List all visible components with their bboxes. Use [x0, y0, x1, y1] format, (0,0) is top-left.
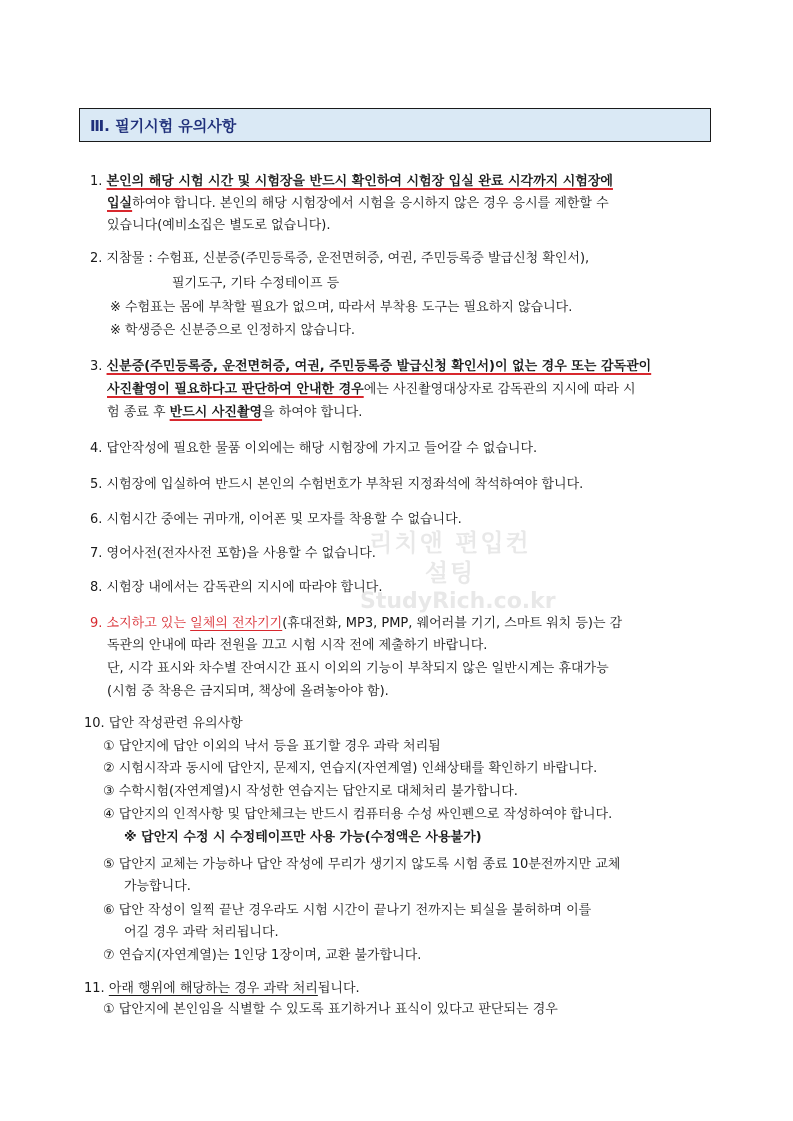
section-header: [79, 108, 711, 142]
item-3-emphasis-2: 사진촬영이 필요하다고 판단하여 안내한 경우: [107, 382, 364, 397]
item-7: 7. 영어사전(전자사전 포함)을 사용할 수 없습니다.: [90, 546, 376, 561]
item-1-emphasis: 본인의 해당 시험 시간 및 시험장을 반드시 확인하여 시험장 입실 완료 시각까지 시험장에: [106, 174, 613, 189]
item-3-line-3: 험 종료 후 반드시 사진촬영을 하여야 합니다.: [107, 405, 363, 420]
item-5: 5. 시험장에 입실하여 반드시 본인의 수험번호가 부착된 지정좌석에 착석하여야 합니다.: [90, 477, 584, 492]
item-10-sub-2: ② 시험시작과 동시에 답안지, 문제지, 연습지(자연계열) 인쇄상태를 확인하기 바랍니다.: [103, 761, 598, 776]
item-2-line-1: 2. 지참물 : 수험표, 신분증(주민등록증, 운전면허증, 여권, 주민등록증 발급신청 확인서),: [90, 251, 590, 266]
watermark: [360, 528, 556, 616]
item-10-sub-5-line-1: ⑤ 답안지 교체는 가능하나 답안 작성에 무리가 생기지 않도록 시험 종료 10분전까지만 교체: [103, 857, 621, 872]
watermark-line-1: 리치앤 편입컨설팅: [369, 529, 531, 587]
item-3-line-2: 사진촬영이 필요하다고 판단하여 안내한 경우에는 사진촬영대상자로 감독관의 지시에 따라 시: [107, 382, 636, 397]
item-10-sub-7: ⑦ 연습지(자연계열)는 1인당 1장이며, 교환 불가합니다.: [103, 948, 422, 963]
watermark-line-2: StudyRich.co.kr: [360, 589, 556, 614]
item-1-emphasis-2: 입실: [107, 196, 133, 211]
item-1-line-3: 있습니다(예비소집은 별도로 없습니다).: [107, 218, 331, 233]
item-11-title: 11. 아래 행위에 해당하는 경우 과락 처리됩니다.: [84, 981, 360, 996]
item-9-line-2: 독관의 안내에 따라 전원을 끄고 시험 시작 전에 제출하기 바랍니다.: [107, 638, 488, 653]
item-2-note-1: ※ 수험표는 몸에 부착할 필요가 없으며, 따라서 부착용 도구는 필요하지 않습니다.: [110, 300, 573, 315]
item-10-sub-4-note: ※ 답안지 수정 시 수정테이프만 사용 가능(수정액은 사용불가): [124, 830, 482, 845]
item-10-sub-5-line-2: 가능합니다.: [124, 879, 191, 894]
item-2-note-2: ※ 학생증은 신분증으로 인정하지 않습니다.: [110, 323, 356, 338]
item-3-emphasis: 신분증(주민등록증, 운전면허증, 여권, 주민등록증 발급신청 확인서)이 없는 경우 또는 감독관이: [106, 359, 652, 374]
item-2-line-2: 필기도구, 기타 수정테이프 등: [172, 276, 340, 291]
item-9-line-3: 단, 시각 표시와 차수별 잔여시간 표시 이외의 기능이 부착되지 않은 일반시계는 휴대가능: [107, 661, 609, 676]
item-9-line-4: (시험 중 착용은 금지되며, 책상에 올려놓아야 함).: [107, 684, 389, 699]
item-11-sub-1: ① 답안지에 본인임을 식별할 수 있도록 표기하거나 표식이 있다고 판단되는 경우: [103, 1002, 558, 1017]
item-10-sub-6-line-2: 어길 경우 과락 처리됩니다.: [124, 925, 279, 940]
item-9-emphasis: 일체의 전자기기: [190, 616, 283, 631]
item-4: 4. 답안작성에 필요한 물품 이외에는 해당 시험장에 가지고 들어갈 수 없습니다.: [90, 441, 538, 456]
item-10-sub-6-line-1: ⑥ 답안 작성이 일찍 끝난 경우라도 시험 시간이 끝나기 전까지는 퇴실을 불허하며 이를: [103, 903, 592, 918]
item-11-emphasis: 아래 행위에 해당하는 경우 과락 처리: [108, 981, 318, 996]
item-1-line-2: 입실하여야 합니다. 본인의 해당 시험장에서 시험을 응시하지 않은 경우 응시를 제한할 수: [107, 196, 609, 211]
item-3-line-1: 3. 신분증(주민등록증, 운전면허증, 여권, 주민등록증 발급신청 확인서)이 없는 경우 또는 감독관이: [90, 359, 652, 374]
item-10-sub-3: ③ 수학시험(자연계열)시 작성한 연습지는 답안지로 대체처리 불가합니다.: [103, 784, 518, 799]
item-1-line-1: 1. 본인의 해당 시험 시간 및 시험장을 반드시 확인하여 시험장 입실 완료 시각까지 시험장에: [90, 174, 613, 189]
item-10-sub-1: ① 답안지에 답안 이외의 낙서 등을 표기할 경우 과락 처리됨: [103, 739, 441, 754]
item-8: 8. 시험장 내에서는 감독관의 지시에 따라야 합니다.: [90, 580, 383, 595]
item-6: 6. 시험시간 중에는 귀마개, 이어폰 및 모자를 착용할 수 없습니다.: [90, 512, 462, 527]
section-title: Ⅲ. 필기시험 유의사항: [90, 116, 237, 135]
item-9-line-1: 9. 소지하고 있는 일체의 전자기기(휴대전화, MP3, PMP, 웨어러블 기기, 스마트 워치 등)는 감: [90, 616, 623, 631]
item-10-title: 10. 답안 작성관련 유의사항: [84, 716, 243, 731]
item-10-sub-4: ④ 답안지의 인적사항 및 답안체크는 반드시 컴퓨터용 수성 싸인펜으로 작성하여야 합니다.: [103, 807, 613, 822]
item-3-emphasis-3: 반드시 사진촬영: [169, 405, 263, 420]
